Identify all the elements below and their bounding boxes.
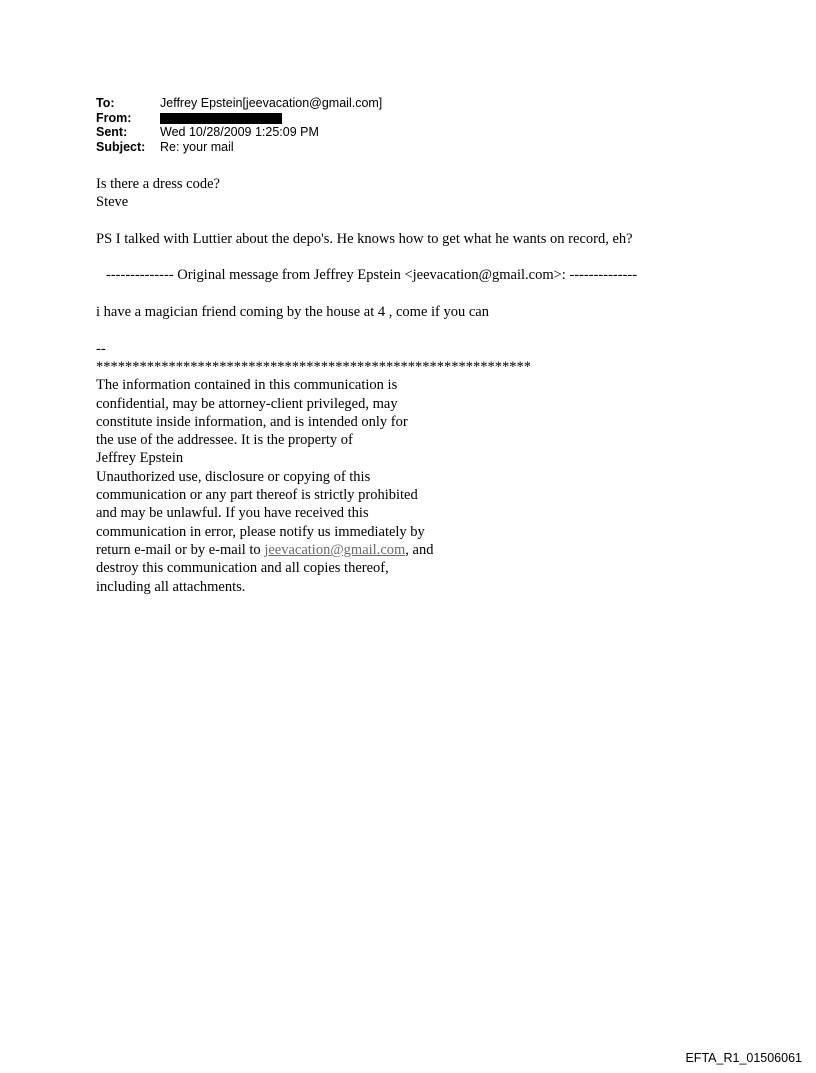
disclaimer-line: constitute inside information, and is intended only for (96, 413, 408, 430)
disclaimer-text: , and (405, 541, 434, 558)
disclaimer-line: including all attachments. (96, 578, 246, 595)
subject-row (96, 140, 382, 155)
disclaimer-line: the use of the addressee. It is the property of (96, 432, 353, 449)
document-id: EFTA_R1_01506061 (685, 1051, 802, 1065)
subject-label: Subject: (96, 139, 146, 154)
message-signature: Steve (96, 194, 129, 211)
to-row (96, 96, 382, 111)
disclaimer-line: Unauthorized use, disclosure or copying of this (96, 468, 371, 485)
disclaimer-line: confidential, may be attorney-client privileged, may (96, 395, 398, 412)
email-body (96, 175, 796, 596)
disclaimer-line: The information contained in this communication is (96, 377, 398, 394)
disclaimer-line: and may be unlawful. If you have received this (96, 505, 369, 522)
from-label: From: (96, 110, 132, 125)
sent-row (96, 125, 382, 140)
spacer (96, 248, 796, 266)
subject-value: Re: your mail (160, 139, 234, 154)
to-value: Jeffrey Epstein[jeevacation@gmail.com] (160, 96, 383, 110)
email-header (96, 96, 382, 154)
disclaimer-stars: ************************************************************ (96, 358, 531, 375)
sent-value: Wed 10/28/2009 1:25:09 PM (160, 125, 319, 139)
original-message-header: -------------- Original message from Jeffrey Epstein <jeevacation@gmail.com>: -------------- (106, 267, 638, 284)
spacer (96, 212, 796, 230)
from-row (96, 111, 382, 126)
disclaimer-line-with-link (96, 541, 796, 559)
spacer (96, 321, 796, 339)
spacer (96, 285, 796, 303)
disclaimer-line: communication in error, please notify us immediately by (96, 523, 425, 540)
message-line-1: Is there a dress code? (96, 176, 220, 192)
from-redaction-bar (160, 113, 282, 124)
email-link[interactable]: jeevacation@gmail.com (264, 541, 406, 558)
disclaimer-line: destroy this communication and all copies thereof, (96, 560, 389, 577)
disclaimer-line: communication or any part thereof is strictly prohibited (96, 487, 418, 504)
disclaimer-dashes: -- (96, 340, 106, 357)
message-ps: PS I talked with Luttier about the depo's. He knows how to get what he wants on record, eh? (96, 230, 633, 247)
disclaimer-text: return e-mail or by e-mail to (96, 541, 265, 558)
original-message-body: i have a magician friend coming by the house at 4 , come if you can (96, 304, 489, 321)
sent-label: Sent: (96, 125, 128, 139)
to-label: To: (96, 96, 115, 110)
disclaimer-line: Jeffrey Epstein (96, 450, 184, 467)
